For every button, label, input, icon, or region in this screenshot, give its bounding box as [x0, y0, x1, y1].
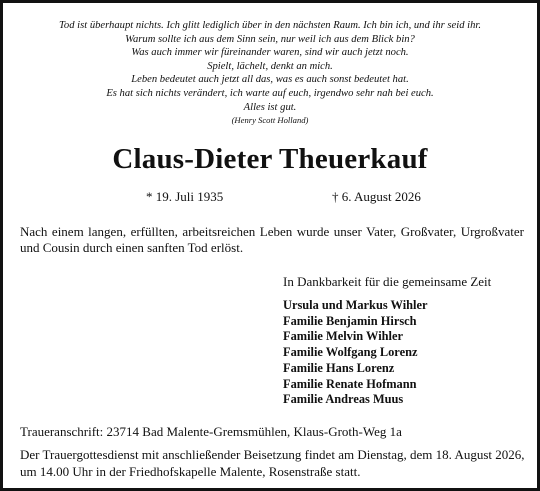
poem-line: Was auch immer wir füreinander waren, sind wir auch jetzt noch.	[131, 47, 409, 59]
poem-author: (Henry Scott Holland)	[231, 115, 309, 126]
mourner-name: Ursula und Markus Wihler	[283, 298, 428, 312]
thanks-line: In Dankbarkeit für die gemeinsame Zeit	[283, 274, 492, 289]
mourner-name: Familie Melvin Wihler	[283, 329, 403, 344]
poem-line: Leben bedeutet auch jetzt all das, was es auch sonst bedeutet hat.	[131, 74, 409, 86]
poem-line: Spielt, lächelt, denkt an mich.	[207, 60, 333, 72]
poem-line: Tod ist überhaupt nichts. Ich glitt lediglich über in den nächsten Raum. Ich bin ich, und ihr seid ihr.	[59, 20, 481, 31]
mourner-name: Familie Andreas Muus	[283, 392, 404, 407]
death-date: † 6. August 2026	[332, 189, 421, 204]
poem	[9, 19, 531, 128]
poem-line: Alles ist gut.	[243, 101, 297, 113]
poem-line: Es hat sich nichts verändert, ich warte auf euch, irgendwo sehr nah bei euch.	[106, 87, 434, 99]
obituary-message: Nach einem langen, erfüllten, arbeitsreichen Leben wurde unser Vater, Großvater, Urgroßvater und Cousin durch einen sanften Tod erlöst.	[20, 224, 524, 255]
mourner-name: Familie Hans Lorenz	[283, 360, 395, 375]
birth-date: * 19. Juli 1935	[146, 189, 224, 204]
poem-line: Warum sollte ich aus dem Sinn sein, nur weil ich aus dem Blick bin?	[125, 33, 415, 45]
funeral-service-info: Der Trauergottesdienst mit anschließender Beisetzung findet am Dienstag, dem 18. August 2026, um 14.00 Uhr in der Friedhofskapelle Malente, Rosenstraße statt.	[20, 447, 525, 479]
mourner-name: Familie Benjamin Hirsch	[283, 313, 417, 328]
mourning-address: Traueranschrift: 23714 Bad Malente-Gremsmühlen, Klaus-Groth-Weg 1a	[20, 424, 402, 439]
mourner-name: Familie Wolfgang Lorenz	[283, 345, 418, 360]
deceased-name: Claus-Dieter Theuerkauf	[112, 143, 428, 175]
mourner-name: Familie Renate Hofmann	[283, 376, 417, 391]
mourners-list	[283, 298, 427, 408]
